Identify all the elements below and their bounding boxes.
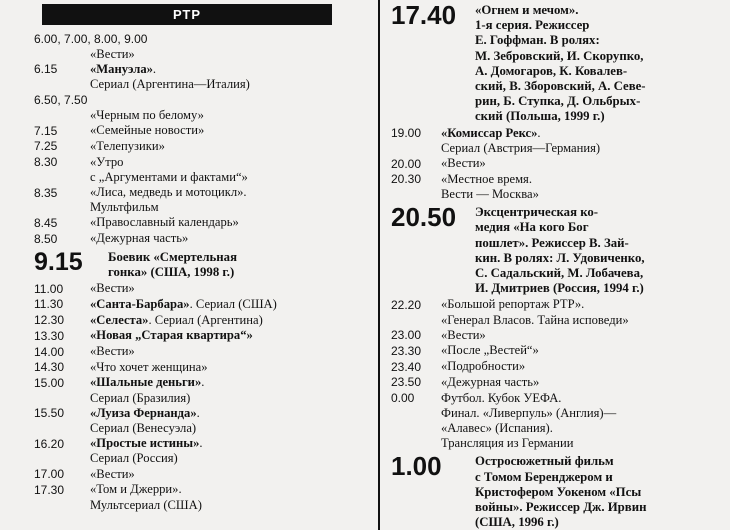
schedule-row: [391, 343, 720, 359]
program-line: Сериал (Бразилия): [90, 390, 191, 405]
program-time: 8.30: [34, 155, 58, 170]
schedule-row: [34, 249, 357, 280]
schedule-row: [391, 359, 720, 375]
program-description: [90, 185, 357, 215]
program-line: 1-я серия. Режиссер: [475, 18, 590, 33]
program-time: 11.00: [34, 281, 64, 296]
program-time: 11.30: [34, 297, 64, 312]
program-line: с „Аргументами и фактами“»: [90, 169, 248, 184]
program-line: «Новая „Старая квартира“»: [90, 328, 253, 343]
program-time: 20.50: [391, 202, 457, 233]
program-line: «Телепузики»: [90, 138, 165, 153]
right-schedule-list: [391, 2, 720, 530]
program-time: 17.40: [391, 0, 457, 30]
program-time: 8.45: [34, 215, 58, 230]
program-line: М. Зебровский, И. Скорупко,: [475, 48, 644, 63]
program-line: «После „Вестей“»: [441, 343, 539, 358]
program-line: «Утро: [90, 154, 124, 169]
program-time: 1.00: [391, 451, 442, 482]
program-time: 8.50: [34, 231, 58, 246]
program-description: [90, 328, 357, 343]
schedule-row: [34, 297, 357, 313]
program-description: [441, 343, 720, 358]
schedule-row: [391, 172, 720, 202]
program-line: «Черным по белому»: [90, 108, 204, 123]
program-time: [34, 47, 90, 48]
program-line: «Мануэла».: [90, 61, 157, 76]
program-line: «Вести»: [90, 281, 135, 296]
channel-name: РТР: [172, 7, 202, 22]
program-line: «Санта-Барбара». Сериал (США): [90, 296, 277, 311]
program-line: С. Садальский, М. Лобачева,: [475, 265, 644, 280]
schedule-row: [391, 126, 720, 156]
program-description: [90, 62, 357, 92]
program-time: 23.30: [391, 343, 422, 358]
program-time: 7.15: [34, 123, 58, 138]
program-line: (США, 1996 г.): [475, 515, 559, 530]
program-line: «Православный календарь»: [90, 215, 239, 230]
schedule-row: [391, 391, 720, 452]
program-time: 15.50: [34, 406, 65, 421]
program-time: 17.30: [34, 482, 65, 497]
program-line: Сериал (Австрия—Германия): [441, 140, 601, 155]
program-line: «Местное время.: [441, 171, 532, 186]
program-line: Вести — Москва»: [441, 186, 539, 201]
schedule-row: [34, 482, 357, 512]
channel-title-bar: [42, 4, 332, 25]
program-line: «Комиссар Рекс».: [441, 125, 541, 140]
program-time: 8.35: [34, 185, 58, 200]
schedule-row: [34, 375, 357, 405]
schedule-row: [391, 297, 720, 327]
program-description: [90, 139, 357, 154]
program-line: «Шальные деньги».: [90, 375, 205, 390]
program-line: «Дежурная часть»: [90, 231, 189, 246]
program-time: 16.20: [34, 436, 65, 451]
program-line: «Вести»: [90, 466, 135, 481]
schedule-row: [34, 313, 357, 329]
program-line: Мультсериал (США): [90, 497, 202, 512]
program-line: Е. Гоффман. В ролях:: [475, 33, 600, 48]
program-time: 15.00: [34, 375, 65, 390]
program-description: [441, 297, 720, 327]
program-time: 23.50: [391, 375, 422, 390]
program-description: [90, 406, 357, 436]
program-time: 12.30: [34, 313, 65, 328]
schedule-row: [34, 31, 357, 47]
program-line: «Вести»: [90, 344, 135, 359]
program-line: Эксцентрическая ко-: [475, 205, 599, 220]
schedule-row: [34, 185, 357, 215]
schedule-row: [34, 108, 357, 123]
schedule-row: [34, 62, 357, 92]
program-line: Трансляция из Германии: [441, 436, 574, 451]
program-description: [90, 344, 357, 359]
program-line: «Вести»: [90, 46, 135, 61]
program-description: [90, 297, 357, 312]
program-line: Сериал (Аргентина—Италия): [90, 77, 250, 92]
program-description: [90, 482, 357, 512]
program-line: Сериал (Венесуэла): [90, 421, 197, 436]
program-time: 22.20: [391, 297, 422, 312]
program-line: ский, В. Зборовский, А. Севе-: [475, 79, 646, 94]
program-description: [90, 281, 357, 296]
program-line: войны». Режиссер Дж. Ирвин: [475, 500, 647, 514]
program-description: [441, 156, 720, 171]
program-time: 7.25: [34, 139, 58, 154]
program-description: [90, 123, 357, 138]
program-time: 6.00, 7.00, 8.00, 9.00: [34, 31, 148, 46]
program-line: Боевик «Смертельная: [108, 249, 237, 264]
program-description: [90, 467, 357, 482]
program-time: 23.00: [391, 328, 422, 343]
schedule-row: [34, 215, 357, 231]
program-line: «Вести»: [441, 327, 486, 342]
program-description: [441, 328, 720, 343]
program-line: А. Домогаров, К. Ковалев-: [475, 63, 628, 78]
program-time: 23.40: [391, 359, 422, 374]
program-time: 14.30: [34, 360, 65, 375]
program-line: «Семейные новости»: [90, 123, 205, 138]
program-time: 20.30: [391, 172, 422, 187]
program-line: «Луиза Фернанда».: [90, 405, 200, 420]
schedule-row: [391, 204, 720, 296]
program-line: «Селеста». Сериал (Аргентина): [90, 312, 263, 327]
program-time: 0.00: [391, 391, 415, 406]
schedule-row: [34, 436, 357, 466]
program-description: [90, 215, 357, 230]
program-line: ский (Польша, 1999 г.): [475, 109, 605, 124]
program-time: [34, 108, 90, 109]
program-description: [108, 249, 357, 280]
program-description: [90, 155, 357, 185]
program-line: «Генерал Власов. Тайна исповеди»: [441, 312, 629, 327]
schedule-row: [34, 155, 357, 185]
program-line: пошлет». Режиссер В. Зай-: [475, 235, 629, 250]
schedule-row: [34, 92, 357, 108]
program-line: кин. В ролях: Л. Удовиченко,: [475, 250, 645, 265]
program-description: [441, 391, 720, 452]
program-line: рин, Б. Ступка, Д. Ольбрых-: [475, 94, 641, 109]
schedule-row: [391, 375, 720, 391]
schedule-row: [391, 328, 720, 344]
program-description: [90, 360, 357, 375]
program-line: «Вести»: [441, 156, 486, 171]
program-line: «Дежурная часть»: [441, 374, 540, 389]
program-time: 9.15: [34, 247, 83, 276]
program-time: 6.50, 7.50: [34, 92, 88, 107]
program-description: [441, 172, 720, 202]
schedule-row: [34, 139, 357, 155]
schedule-row: [391, 453, 720, 530]
program-time: 14.00: [34, 344, 65, 359]
program-line: «Простые истины».: [90, 436, 203, 451]
program-description: [441, 126, 720, 156]
schedule-row: [34, 344, 357, 360]
program-line: Остросюжетный фильм: [475, 454, 614, 469]
program-line: «Что хочет женщина»: [90, 359, 208, 374]
program-line: медия «На кого Бог: [475, 220, 589, 235]
schedule-row: [391, 2, 720, 125]
program-line: «Лиса, медведь и мотоцикл».: [90, 185, 247, 200]
schedule-row: [34, 467, 357, 483]
program-time: 20.00: [391, 156, 422, 171]
program-description: [90, 436, 357, 466]
program-time: 17.00: [34, 467, 65, 482]
program-time: 6.15: [34, 62, 58, 77]
program-description: [475, 204, 720, 296]
program-line: гонка» (США, 1998 г.): [108, 265, 235, 280]
schedule-row: [34, 47, 357, 62]
program-line: «Алавес» (Испания).: [441, 420, 553, 435]
right-column: [365, 0, 730, 530]
program-line: И. Дмитриев (Россия, 1994 г.): [475, 281, 644, 296]
program-description: [90, 231, 357, 246]
program-description: [475, 453, 720, 530]
program-line: Сериал (Россия): [90, 451, 178, 466]
program-line: Мультфильм: [90, 200, 159, 215]
schedule-row: [34, 281, 357, 297]
program-description: [441, 375, 720, 390]
program-time: 13.30: [34, 328, 65, 343]
program-line: «Том и Джерри».: [90, 482, 182, 497]
program-line: «Подробности»: [441, 359, 526, 374]
program-line: «Большой репортаж РТР».: [441, 297, 585, 312]
schedule-row: [34, 231, 357, 247]
schedule-row: [34, 406, 357, 436]
program-line: Кристофером Уокеном «Псы: [475, 484, 642, 499]
program-time: 19.00: [391, 126, 422, 141]
program-description: [90, 313, 357, 328]
program-line: с Томом Беренджером и: [475, 469, 613, 484]
schedule-row: [391, 156, 720, 172]
schedule-row: [34, 360, 357, 376]
program-description: [90, 108, 357, 123]
program-line: Финал. «Ливерпуль» (Англия)—: [441, 405, 617, 420]
program-description: [90, 47, 357, 62]
program-line: Футбол. Кубок УЕФА.: [441, 390, 562, 405]
left-schedule-list: [34, 31, 357, 513]
program-description: [475, 2, 720, 125]
schedule-row: [34, 123, 357, 139]
program-description: [441, 359, 720, 374]
program-description: [90, 375, 357, 405]
program-line: «Огнем и мечом».: [475, 3, 579, 17]
schedule-row: [34, 328, 357, 344]
